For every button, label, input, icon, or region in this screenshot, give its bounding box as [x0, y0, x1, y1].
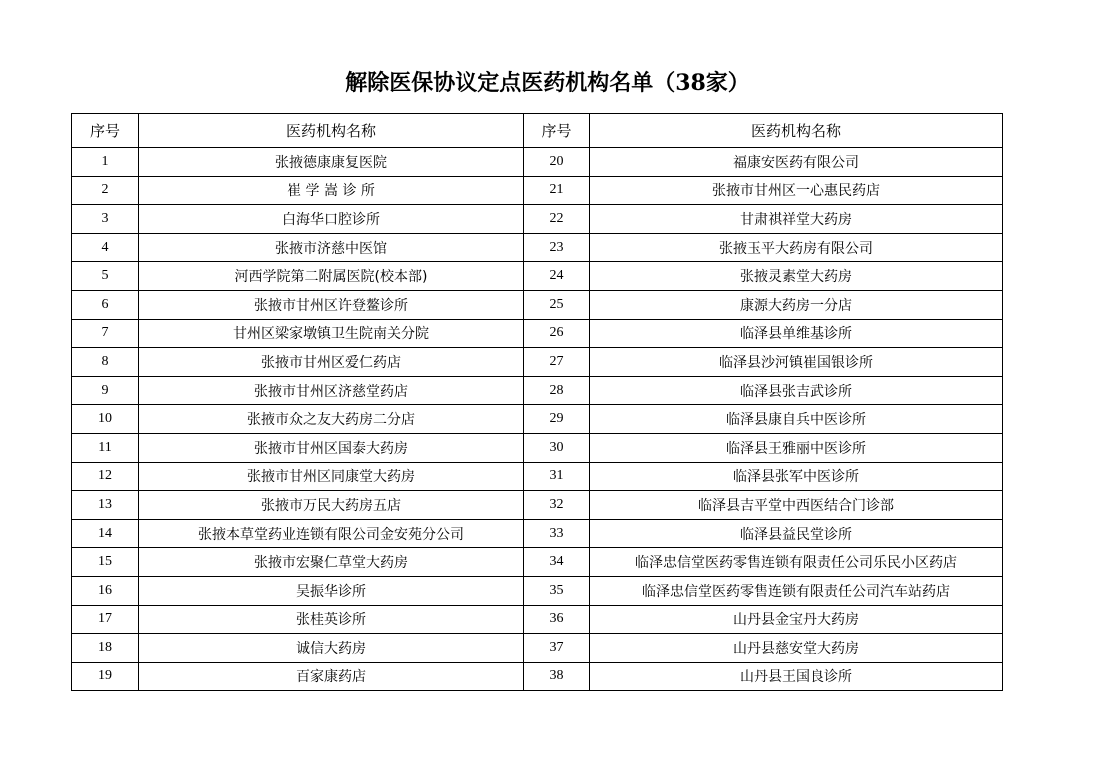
table-row [72, 262, 1003, 291]
table-row [72, 605, 1003, 634]
row-name-left: 甘州区梁家墩镇卫生院南关分院 [139, 319, 524, 348]
table-row [72, 405, 1003, 434]
table-row [72, 662, 1003, 691]
row-index-left: 9 [72, 376, 139, 405]
row-name-right: 临泽忠信堂医药零售连锁有限责任公司乐民小区药店 [590, 548, 1003, 577]
row-index-left: 10 [72, 405, 139, 434]
row-index-right: 30 [524, 433, 590, 462]
row-index-left: 12 [72, 462, 139, 491]
row-index-left: 14 [72, 519, 139, 548]
header-index-left: 序号 [72, 114, 139, 148]
row-name-right: 临泽县康自兵中医诊所 [590, 405, 1003, 434]
row-name-left: 张掖市济慈中医馆 [139, 233, 524, 262]
page-title: 解除医保协议定点医药机构名单（38家） [345, 70, 750, 96]
row-index-left: 17 [72, 605, 139, 634]
row-index-right: 31 [524, 462, 590, 491]
row-name-right: 临泽县张军中医诊所 [590, 462, 1003, 491]
table-row [72, 148, 1003, 177]
row-index-right: 37 [524, 634, 590, 663]
row-name-left: 张掖德康康复医院 [139, 148, 524, 177]
row-name-right: 临泽县张吉武诊所 [590, 376, 1003, 405]
row-index-left: 3 [72, 205, 139, 234]
row-name-left: 张掖本草堂药业连锁有限公司金安苑分公司 [139, 519, 524, 548]
table-row [72, 319, 1003, 348]
table-row [72, 576, 1003, 605]
row-index-left: 4 [72, 233, 139, 262]
table-row [72, 176, 1003, 205]
row-name-right: 张掖灵素堂大药房 [590, 262, 1003, 291]
row-index-left: 15 [72, 548, 139, 577]
row-name-left: 河西学院第二附属医院(校本部) [139, 262, 524, 291]
row-name-right: 甘肃祺祥堂大药房 [590, 205, 1003, 234]
row-name-right: 临泽县沙河镇崔国银诊所 [590, 348, 1003, 377]
row-index-right: 22 [524, 205, 590, 234]
row-name-left: 吴振华诊所 [139, 576, 524, 605]
row-index-left: 8 [72, 348, 139, 377]
row-index-left: 16 [72, 576, 139, 605]
header-name-left: 医药机构名称 [139, 114, 524, 148]
row-index-right: 33 [524, 519, 590, 548]
table-row [72, 376, 1003, 405]
row-name-left: 张掖市宏聚仁草堂大药房 [139, 548, 524, 577]
institution-table [71, 113, 1003, 691]
row-name-right: 临泽忠信堂医药零售连锁有限责任公司汽车站药店 [590, 576, 1003, 605]
table-row [72, 462, 1003, 491]
table-row [72, 433, 1003, 462]
row-index-left: 1 [72, 148, 139, 177]
table-row [72, 548, 1003, 577]
row-index-right: 20 [524, 148, 590, 177]
row-index-right: 29 [524, 405, 590, 434]
row-name-right: 临泽县王雅丽中医诊所 [590, 433, 1003, 462]
header-index-right: 序号 [524, 114, 590, 148]
row-index-right: 23 [524, 233, 590, 262]
row-name-left: 张掖市甘州区许登鳌诊所 [139, 290, 524, 319]
row-index-right: 34 [524, 548, 590, 577]
row-index-right: 38 [524, 662, 590, 691]
table-row [72, 491, 1003, 520]
table-body [72, 148, 1003, 691]
row-index-right: 28 [524, 376, 590, 405]
row-name-left: 张掖市众之友大药房二分店 [139, 405, 524, 434]
table-row [72, 519, 1003, 548]
row-name-left: 百家康药店 [139, 662, 524, 691]
table-row [72, 290, 1003, 319]
row-name-right: 临泽县益民堂诊所 [590, 519, 1003, 548]
row-index-left: 7 [72, 319, 139, 348]
row-index-right: 27 [524, 348, 590, 377]
row-index-right: 35 [524, 576, 590, 605]
row-index-right: 24 [524, 262, 590, 291]
row-index-right: 25 [524, 290, 590, 319]
row-name-left: 白海华口腔诊所 [139, 205, 524, 234]
row-name-left: 张桂英诊所 [139, 605, 524, 634]
row-index-left: 18 [72, 634, 139, 663]
row-name-left: 张掖市甘州区爱仁药店 [139, 348, 524, 377]
row-index-right: 21 [524, 176, 590, 205]
row-name-left: 张掖市万民大药房五店 [139, 491, 524, 520]
row-index-left: 11 [72, 433, 139, 462]
row-name-left: 崔 学 嵩 诊 所 [139, 176, 524, 205]
table-row [72, 634, 1003, 663]
row-name-right: 张掖市甘州区一心惠民药店 [590, 176, 1003, 205]
row-index-left: 2 [72, 176, 139, 205]
table-row [72, 348, 1003, 377]
row-name-right: 山丹县金宝丹大药房 [590, 605, 1003, 634]
row-index-right: 36 [524, 605, 590, 634]
row-name-right: 临泽县吉平堂中西医结合门诊部 [590, 491, 1003, 520]
row-index-left: 6 [72, 290, 139, 319]
row-name-right: 康源大药房一分店 [590, 290, 1003, 319]
row-index-left: 5 [72, 262, 139, 291]
table-row [72, 233, 1003, 262]
row-name-left: 诚信大药房 [139, 634, 524, 663]
table-row [72, 205, 1003, 234]
row-name-right: 福康安医药有限公司 [590, 148, 1003, 177]
row-index-left: 13 [72, 491, 139, 520]
header-name-right: 医药机构名称 [590, 114, 1003, 148]
table-header-row [72, 114, 1003, 148]
row-index-right: 26 [524, 319, 590, 348]
row-index-left: 19 [72, 662, 139, 691]
row-name-right: 张掖玉平大药房有限公司 [590, 233, 1003, 262]
row-name-left: 张掖市甘州区同康堂大药房 [139, 462, 524, 491]
row-name-right: 山丹县慈安堂大药房 [590, 634, 1003, 663]
row-index-right: 32 [524, 491, 590, 520]
row-name-left: 张掖市甘州区国泰大药房 [139, 433, 524, 462]
row-name-right: 临泽县单维基诊所 [590, 319, 1003, 348]
row-name-left: 张掖市甘州区济慈堂药店 [139, 376, 524, 405]
row-name-right: 山丹县王国良诊所 [590, 662, 1003, 691]
